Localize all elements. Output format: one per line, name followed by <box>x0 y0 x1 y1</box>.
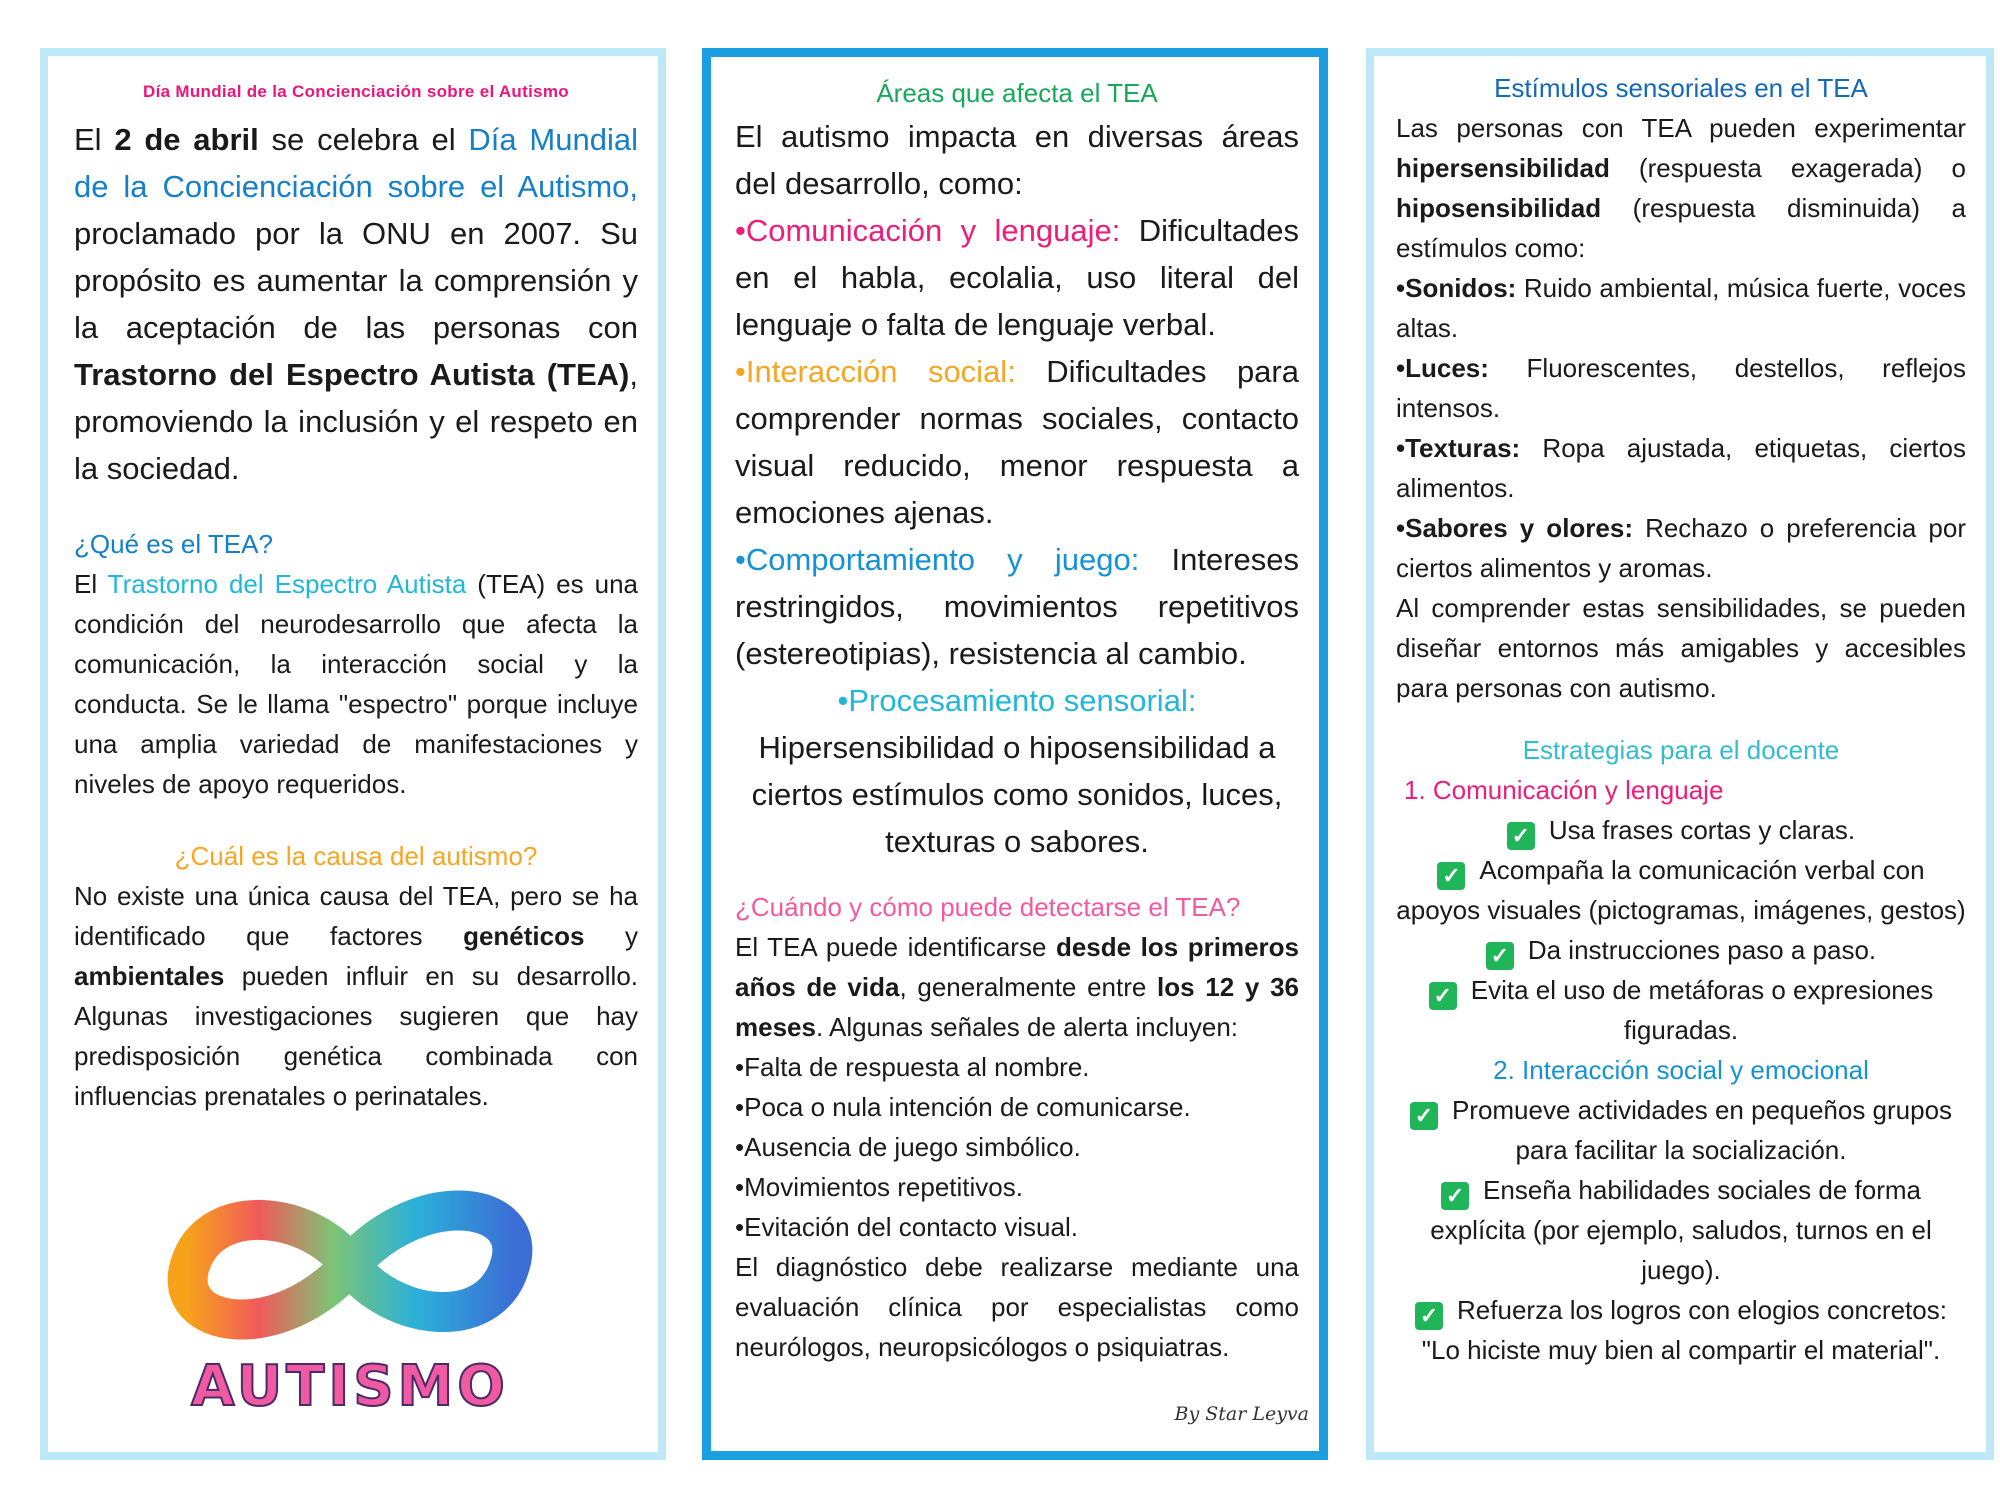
strategy-section-1: 1. Comunicación y lenguaje <box>1404 775 1724 805</box>
checkmark-icon: ✓ <box>1429 982 1457 1010</box>
checkmark-icon: ✓ <box>1410 1102 1438 1130</box>
area-sensorial-label: •Procesamiento sensorial: <box>837 683 1197 718</box>
checkmark-icon: ✓ <box>1437 862 1465 890</box>
strategies-heading: Estrategias para el docente <box>1522 735 1840 765</box>
autism-infinity-logo <box>150 1170 550 1430</box>
strategy-section-2: 2. Interacción social y emocional <box>1493 1055 1869 1085</box>
strategy-item: ✓ Da instrucciones paso a paso. <box>1396 930 1966 970</box>
infinity-loop <box>188 1210 513 1319</box>
stimulus-sabores: •Sabores y olores: Rechazo o preferencia por ciertos alimentos y aromas. <box>1396 513 1967 583</box>
checkmark-icon: ✓ <box>1441 1182 1469 1210</box>
stimuli-heading: Estímulos sensoriales en el TEA <box>1494 73 1868 103</box>
stimulus-sonidos: •Sonidos: Ruido ambiental, música fuerte, voces altas. <box>1396 273 1966 343</box>
checkmark-icon: ✓ <box>1507 822 1535 850</box>
checkmark-icon: ✓ <box>1486 942 1514 970</box>
diagnosis-paragraph: El diagnóstico debe realizarse mediante una evaluación clínica por especialistas como neurólogos, neuropsicólogos o psiquiatras. <box>735 1252 1299 1362</box>
stimulus-luces: •Luces: Fluorescentes, destellos, reflejos intensos. <box>1396 353 1966 423</box>
strategy-item: ✓ Promueve actividades en pequeños grupos para facilitar la socialización. <box>1396 1090 1966 1170</box>
strategy-item: ✓ Refuerza los logros con elogios concretos: "Lo hiciste muy bien al compartir el material". <box>1396 1290 1966 1370</box>
area-comportamiento: •Comportamiento y juego: Intereses restringidos, movimientos repetitivos (estereotipias), resistencia al cambio. <box>735 542 1299 671</box>
author-signature: By Star Leyva <box>1174 1403 1309 1425</box>
stimuli-intro: Las personas con TEA pueden experimentar hipersensibilidad (respuesta exagerada) o hiposensibilidad (respuesta disminuida) a estímulos como: <box>1396 113 1966 263</box>
que-es-paragraph: El Trastorno del Espectro Autista (TEA) es una condición del neurodesarrollo que afecta la comunicación, la interacción social y la conducta. Se le llama "espectro" porque incluye una amplia variedad de manifestaciones y niveles de apoyo requeridos. <box>74 569 638 799</box>
area-interaccion: •Interacción social: Dificultades para comprender normas sociales, contacto visual reducido, menor respuesta a emociones ajenas. <box>735 354 1299 530</box>
causa-paragraph: No existe una única causa del TEA, pero se ha identificado que factores genéticos y ambientales pueden influir en su desarrollo. Algunas investigaciones sugieren que hay predisposición genética combinada con influencias prenatales o perinatales. <box>74 881 638 1111</box>
sign-item: •Ausencia de juego simbólico. <box>735 1132 1081 1162</box>
strategy-item: ✓ Acompaña la comunicación verbal con apoyos visuales (pictogramas, imágenes, gestos) <box>1396 855 1966 925</box>
areas-intro: El autismo impacta en diversas áreas del desarrollo, como: <box>735 119 1299 201</box>
panel-right <box>1366 48 1994 1460</box>
area-comunicacion: •Comunicación y lenguaje: Dificultades en el habla, ecolalia, uso literal del lenguaje o falta de lenguaje verbal. <box>735 213 1299 342</box>
sign-item: •Falta de respuesta al nombre. <box>735 1052 1090 1082</box>
causa-heading: ¿Cuál es la causa del autismo? <box>174 841 538 871</box>
sign-item: •Evitación del contacto visual. <box>735 1212 1078 1242</box>
intro-paragraph: El 2 de abril se celebra el Día Mundial de la Concienciación sobre el Autismo, proclamado por la ONU en 2007. Su propósito es aumentar la comprensión y la aceptación de las personas con Trastorno del Espectro Autista (TEA), promoviendo la inclusión y el respeto en la sociedad. <box>74 122 638 486</box>
stimulus-texturas: •Texturas: Ropa ajustada, etiquetas, ciertos alimentos. <box>1396 433 1966 503</box>
detect-heading: ¿Cuándo y cómo puede detectarse el TEA? <box>735 892 1241 922</box>
day-title: Día Mundial de la Concienciación sobre el Autismo <box>143 82 569 101</box>
detect-paragraph: El TEA puede identificarse desde los primeros años de vida, generalmente entre los 12 y 36 meses. Algunas señales de alerta incluyen: <box>735 932 1299 1042</box>
sign-item: •Poca o nula intención de comunicarse. <box>735 1092 1191 1122</box>
strategy-item: ✓ Evita el uso de metáforas o expresiones figuradas. <box>1396 970 1966 1050</box>
autismo-logo-text: AUTISMO <box>191 1354 509 1419</box>
strategy-item: ✓ Enseña habilidades sociales de forma explícita (por ejemplo, saludos, turnos en el juego). <box>1430 1175 1932 1285</box>
panel-middle <box>702 48 1328 1460</box>
sign-item: •Movimientos repetitivos. <box>735 1172 1023 1202</box>
checkmark-icon: ✓ <box>1415 1302 1443 1330</box>
area-sensorial-text: Hipersensibilidad o hiposensibilidad a ciertos estímulos como sonidos, luces, texturas o sabores. <box>751 730 1283 859</box>
areas-heading: Áreas que afecta el TEA <box>876 78 1158 108</box>
que-es-heading: ¿Qué es el TEA? <box>74 529 273 559</box>
stimuli-closing: Al comprender estas sensibilidades, se pueden diseñar entornos más amigables y accesibles para personas con autismo. <box>1396 593 1966 703</box>
strategy-item: ✓ Usa frases cortas y claras. <box>1396 810 1966 850</box>
